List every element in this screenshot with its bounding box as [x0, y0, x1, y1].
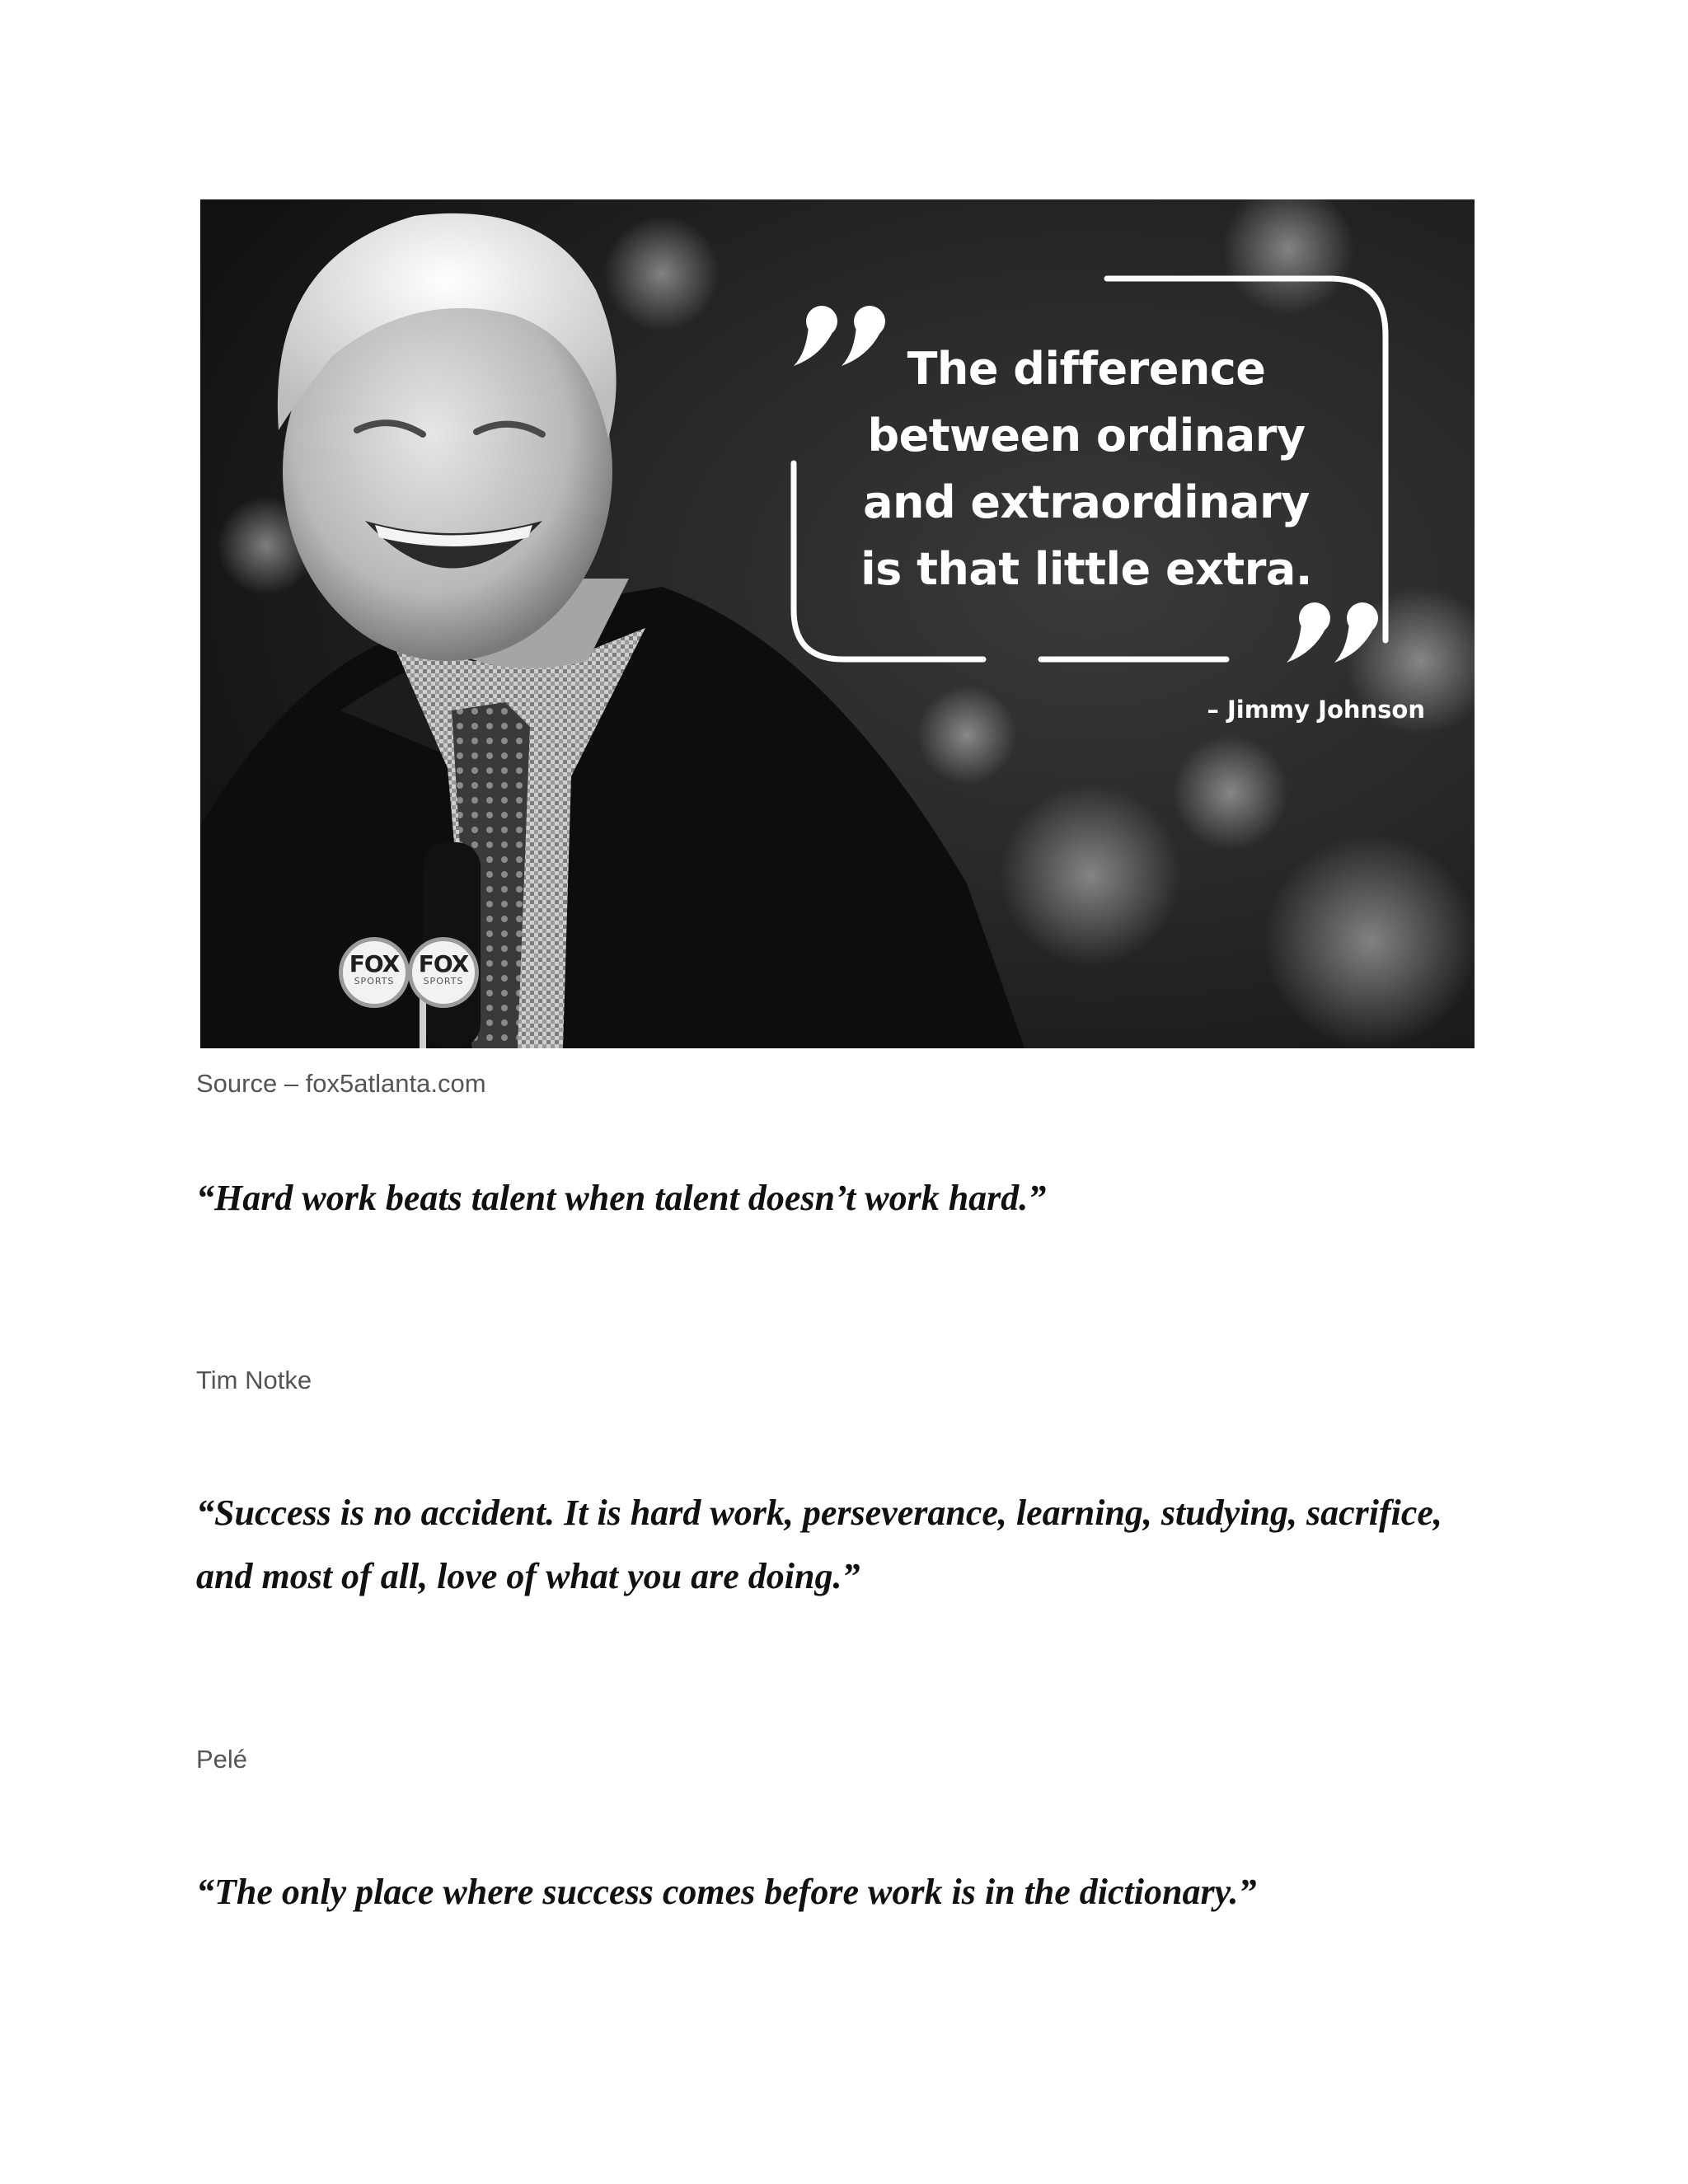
featured-quote-image: [200, 199, 1475, 1048]
fox-sports-logo: FOX SPORTS: [408, 937, 479, 1008]
image-quote-author: – Jimmy Johnson: [1207, 696, 1425, 724]
quote-author: Tim Notke: [196, 1366, 312, 1394]
quote-text: “Hard work beats talent when talent doesn’t work hard.”: [196, 1178, 1047, 1218]
fox-sports-logo: FOX SPORTS: [339, 937, 410, 1008]
quote-author: Pelé: [196, 1745, 248, 1774]
quote-text: “The only place where success comes before work is in the dictionary.”: [196, 1872, 1257, 1912]
quote-text: “Success is no accident. It is hard work, perseverance, learning, studying, sacrifice, and most of all, love of what you are doing.”: [196, 1493, 1442, 1596]
close-quote-icon: [1287, 602, 1378, 663]
image-caption: Source – fox5atlanta.com: [196, 1069, 486, 1098]
image-quote-text: The difference between ordinary and extraordinary is that little extra.: [860, 343, 1312, 595]
